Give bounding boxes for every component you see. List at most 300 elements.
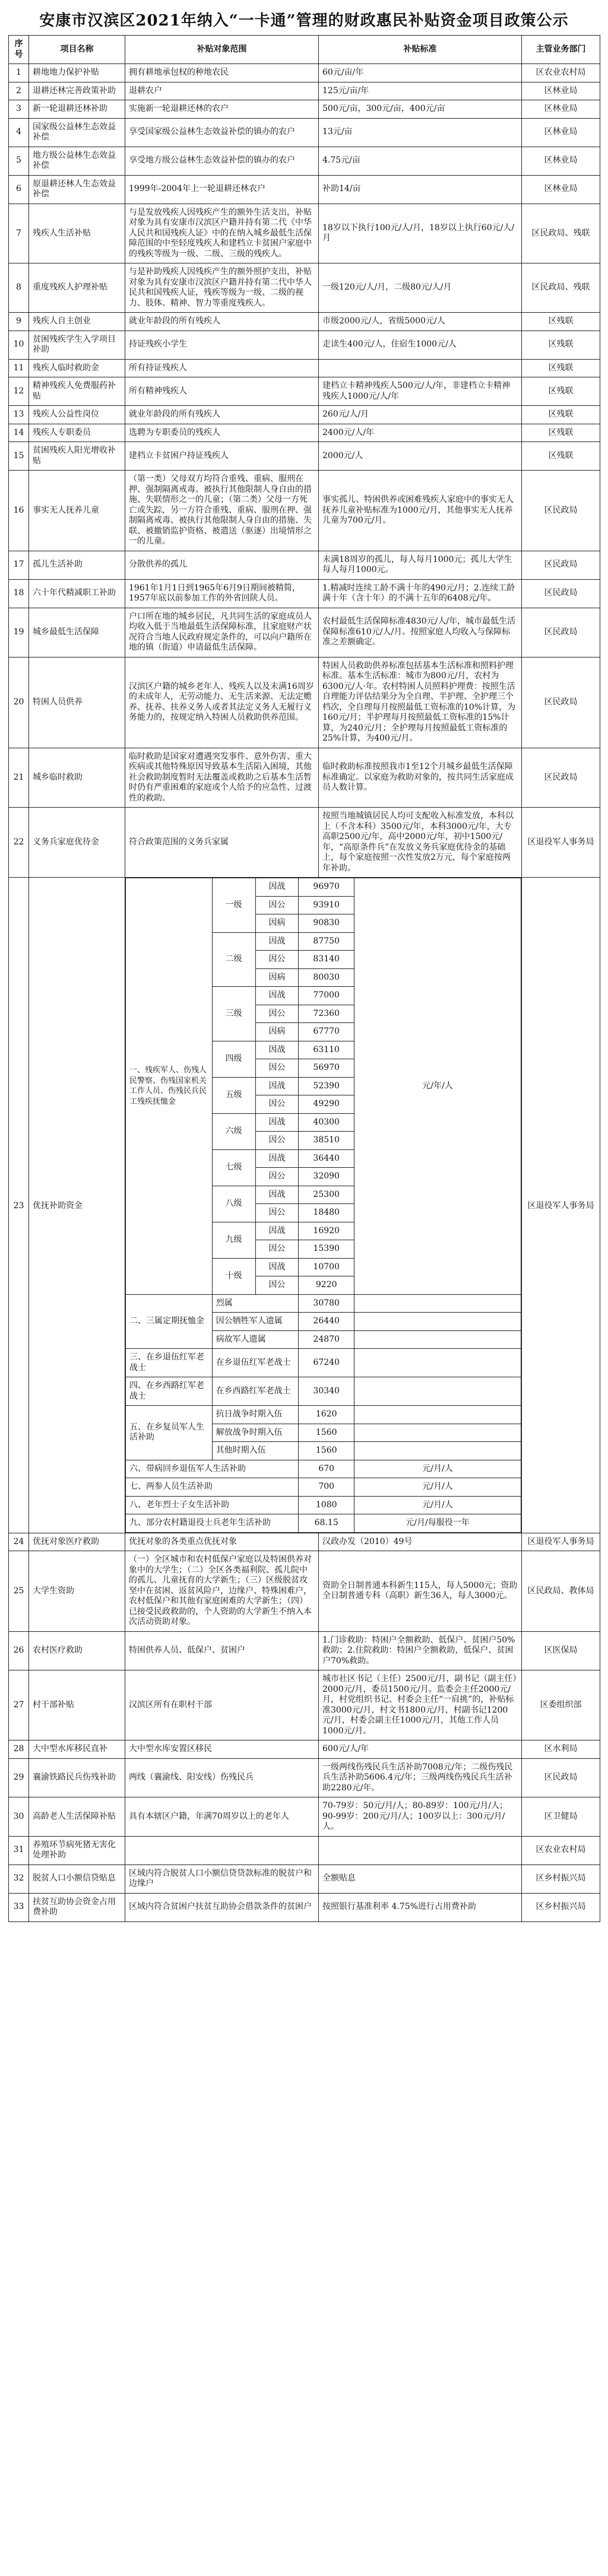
cause-label: 其他时期入伍 [212, 1442, 299, 1460]
unit-spacer [354, 1349, 521, 1377]
unit-spacer [354, 1424, 521, 1442]
table-row [9, 1864, 600, 1893]
table-row [9, 748, 600, 808]
project-name: 特困人员供养 [29, 657, 125, 748]
row-number: 18 [9, 579, 29, 608]
table-row [9, 406, 600, 424]
project-name: 襄渝铁路民兵伤残补助 [29, 1758, 125, 1797]
row-number: 15 [9, 442, 29, 471]
cause-label: 因病 [255, 1023, 299, 1041]
standard-cell [319, 1836, 522, 1864]
department-cell: 区残联 [522, 442, 600, 471]
row-number: 16 [9, 471, 29, 551]
table-row [9, 263, 600, 313]
project-name: 城乡最低生活保障 [29, 608, 125, 657]
unit-label: 元/年/人 [354, 878, 521, 1295]
project-name: 残疾人公益性岗位 [29, 406, 125, 424]
department-cell: 区退役军人事务局 [522, 878, 600, 1533]
amount-value: 52390 [299, 1077, 354, 1095]
row-number: 9 [9, 313, 29, 331]
cause-label: 因公 [255, 1132, 299, 1150]
table-row [9, 64, 600, 82]
row-number: 11 [9, 359, 29, 377]
standard-cell: 600元/人/年 [319, 1740, 522, 1759]
scope-cell: 特困供养人员、低保户、贫困户 [125, 1631, 319, 1670]
subsidy-row [126, 1406, 521, 1424]
table-row [9, 1758, 600, 1797]
project-name: 国家级公益林生态效益补偿 [29, 118, 125, 147]
row-number: 8 [9, 263, 29, 313]
header-scope: 补贴对象范围 [125, 36, 319, 64]
scope-cell: 退耕农户 [125, 82, 319, 100]
unit-spacer [354, 1442, 521, 1460]
scope-cell: 1999年-2004年上一轮退耕还林农户 [125, 175, 319, 204]
cause-label: 因公 [255, 1240, 299, 1259]
standard-cell: 260元/人/月 [319, 406, 522, 424]
row-number: 32 [9, 1864, 29, 1893]
subsidy-row [126, 878, 521, 897]
standard-cell: 补助14/亩 [319, 175, 522, 204]
scope-cell: 实施新一轮退耕还林的农户 [125, 100, 319, 119]
amount-value: 15390 [299, 1240, 354, 1259]
level-label: 八级 [212, 1186, 255, 1222]
subsidy-row [126, 1349, 521, 1377]
scope-cell: 持证残疾小学生 [125, 331, 319, 359]
department-cell: 区林业局 [522, 175, 600, 204]
table-row [9, 1533, 600, 1551]
table-row [9, 471, 600, 551]
standard-cell: 一级两线伤残民兵生活补助7008元/年；二级伤残民兵生活补助5606.4元/年；三级两线伤残民兵生活补助2280元/年。 [319, 1758, 522, 1797]
scope-cell: 符合政策范围的义务兵家属 [125, 808, 319, 878]
cause-label: 在乡西路红军老战士 [212, 1377, 299, 1406]
page-title: 安康市汉滨区2021年纳入“一卡通”管理的财政惠民补贴资金项目政策公示 [39, 12, 569, 30]
table-row [9, 1670, 600, 1740]
table-row [9, 424, 600, 442]
header-no: 序号 [9, 36, 29, 64]
standard-cell: 70-79岁：50元/月/人；80-89岁：100元/月/人；90-99岁：200元/月/人；100岁以上：300元/月/人。 [319, 1797, 522, 1837]
amount-value: 63110 [299, 1041, 354, 1059]
cause-label: 在乡退伍红军老战士 [212, 1349, 299, 1377]
department-cell: 区医保局 [522, 1631, 600, 1670]
subsidy-row [126, 1478, 521, 1497]
cause-label: 抗日战争时期入伍 [212, 1406, 299, 1424]
department-cell: 区民政局、残联 [522, 263, 600, 313]
project-name: 大学生资助 [29, 1551, 125, 1632]
project-name: 残疾人自主创业 [29, 313, 125, 331]
project-name: 孤儿生活补助 [29, 551, 125, 579]
cause-label: 烈属 [212, 1294, 299, 1313]
department-cell: 区退役军人事务局 [522, 808, 600, 878]
amount-value: 56970 [299, 1059, 354, 1078]
table-row [9, 359, 600, 377]
amount-value: 18480 [299, 1204, 354, 1222]
cause-label: 因公 [255, 1168, 299, 1186]
standard-cell: 2000元/人 [319, 442, 522, 471]
project-name: 贫困残疾人阳光增收补贴 [29, 442, 125, 471]
standard-cell: 4.75元/亩 [319, 147, 522, 175]
amount-value: 90830 [299, 914, 354, 933]
cause-label: 因战 [255, 1222, 299, 1240]
standard-cell: 走读生400元/人，住宿生1000元/人 [319, 331, 522, 359]
scope-cell: 优抚对象的各类重点优抚对象 [125, 1533, 319, 1551]
standard-cell: 城市社区书记（主任）2500元/月，副书记（副主任）2000元/月，委员1500元/月。监委会主任2000元/月，村党组织书记、村委会主任“一肩挑”的，补贴标准3000元/月，村文书1800元/月，村副书记1200元/月，村委会副主任1000元/月，其他工作人员1000元/月。 [319, 1670, 522, 1740]
project-name: 残疾人生活补贴 [29, 204, 125, 263]
table-row [9, 118, 600, 147]
category-label: 八、老年烈士子女生活补助 [126, 1496, 299, 1514]
amount-value: 10700 [299, 1258, 354, 1276]
standard-cell: 按照银行基准利率 4.75%进行占用费补助 [319, 1893, 522, 1921]
level-label: 一级 [212, 878, 255, 933]
table-row [9, 1797, 600, 1837]
scope-cell: 选聘为专职委员的残疾人 [125, 424, 319, 442]
table-row [9, 1836, 600, 1864]
amount-value: 700 [299, 1478, 354, 1497]
project-name: 脱贫人口小额信贷贴息 [29, 1864, 125, 1893]
table-row [9, 1631, 600, 1670]
project-name: 耕地地力保护补贴 [29, 64, 125, 82]
table-body [9, 64, 600, 1922]
scope-cell: 两线（襄渝线、阳安线）伤残民兵 [125, 1758, 319, 1797]
row-number: 33 [9, 1893, 29, 1921]
department-cell: 区残联 [522, 313, 600, 331]
amount-value: 40300 [299, 1113, 354, 1132]
cause-label: 因战 [255, 1149, 299, 1168]
department-cell: 区民政局 [522, 579, 600, 608]
unit-spacer [354, 1294, 521, 1313]
amount-value: 1560 [299, 1424, 354, 1442]
amount-value: 9220 [299, 1276, 354, 1295]
amount-value: 80030 [299, 968, 354, 987]
department-cell: 区乡村振兴局 [522, 1893, 600, 1921]
policy-table [8, 35, 600, 1922]
department-cell: 区民政局、教体局 [522, 1551, 600, 1632]
department-cell: 区农业农村局 [522, 64, 600, 82]
standard-cell: 500元/亩，300元/亩，400元/亩 [319, 100, 522, 119]
cause-label: 解放战争时期入伍 [212, 1424, 299, 1442]
department-cell: 区民政局 [522, 748, 600, 808]
row-number: 3 [9, 100, 29, 119]
scope-cell: 汉滨区户籍的城乡老年人、残疾人以及未满16周岁的未成年人，无劳动能力、无生活来源、无法定赡养、抚养、扶养义务人或者其法定义务人无履行义务能力的，按规定纳入特困人员救助供养范围。 [125, 657, 319, 748]
project-name: 精神残疾人免费服药补贴 [29, 377, 125, 406]
row-number: 13 [9, 406, 29, 424]
table-row [9, 1893, 600, 1921]
amount-value: 1080 [299, 1496, 354, 1514]
amount-value: 16920 [299, 1222, 354, 1240]
department-cell: 区卫健局 [522, 1797, 600, 1837]
cause-label: 因公 [255, 1059, 299, 1078]
scope-cell: 享受国家级公益林生态效益补偿的镇办的农户 [125, 118, 319, 147]
project-name: 养殖环节病死猪无害化处理补助 [29, 1836, 125, 1864]
cause-label: 因战 [255, 932, 299, 951]
table-row [9, 551, 600, 579]
header-dept: 主管业务部门 [522, 36, 600, 64]
row-number: 1 [9, 64, 29, 82]
project-name: 农村医疗救助 [29, 1631, 125, 1670]
amount-value: 77000 [299, 987, 354, 1005]
category-label: 一、残疾军人、伤残人民警察、伤残国家机关工作人员、伤残民兵民工残疾抚恤金 [126, 878, 213, 1295]
standard-cell: 汉政办发（2010）49号 [319, 1533, 522, 1551]
standard-cell: 1.门诊救助：特困户全额救助、低保户、贫困户50%救助；2.住院救助：特困户全额救助，低保户、贫困户70%救助。 [319, 1631, 522, 1670]
subsidy-row [126, 1377, 521, 1406]
level-label: 二级 [212, 932, 255, 987]
project-name: 城乡临时救助 [29, 748, 125, 808]
cause-label: 因公 [255, 1095, 299, 1114]
table-row [9, 579, 600, 608]
standard-cell: 农村最低生活保障标准4830元/人/年，城市最低生活保障标准610元/人/月。按照家庭人均收入与保障标准之差额确定。 [319, 608, 522, 657]
row-number: 7 [9, 204, 29, 263]
table-row [9, 331, 600, 359]
standard-cell: 18岁以下执行100元/人/月，18岁以上执行60元/人/月 [319, 204, 522, 263]
department-cell: 区民政局 [522, 608, 600, 657]
category-label: 七、两参人员生活补助 [126, 1478, 299, 1497]
scope-cell: 所有持证残疾人 [125, 359, 319, 377]
standard-cell: 60元/亩/年 [319, 64, 522, 82]
project-name: 残疾人专职委员 [29, 424, 125, 442]
unit-label: 元/月/每服役一年 [354, 1514, 521, 1533]
cause-label: 因战 [255, 1186, 299, 1204]
category-label: 九、部分农村籍退役士兵老年生活补助 [126, 1514, 299, 1533]
table-row [9, 313, 600, 331]
amount-value: 1560 [299, 1442, 354, 1460]
level-label: 三级 [212, 987, 255, 1041]
amount-value: 30340 [299, 1377, 354, 1406]
scope-cell: 临时救助是国家对遭遇突发事件、意外伤害、重大疾病或其他特殊原因导致基本生活陷入困境，其他社会救助制度暂时无法覆盖或救助之后基本生活暂时仍有严重困难的家庭或个人给予的应急性、过渡性的救助。 [125, 748, 319, 808]
cause-label: 病故军人遗属 [212, 1330, 299, 1349]
project-name: 退耕还林完善政策补助 [29, 82, 125, 100]
project-name: 重度残疾人护理补贴 [29, 263, 125, 313]
level-label: 五级 [212, 1077, 255, 1113]
amount-value: 36440 [299, 1149, 354, 1168]
amount-value: 93910 [299, 896, 354, 914]
scope-cell: 拥有耕地承包权的种地农民 [125, 64, 319, 82]
table-row [9, 657, 600, 748]
row-number: 12 [9, 377, 29, 406]
amount-value: 96970 [299, 878, 354, 897]
row-number: 2 [9, 82, 29, 100]
table-row [9, 100, 600, 119]
row-number: 4 [9, 118, 29, 147]
standard-cell: 13元/亩 [319, 118, 522, 147]
table-row [9, 808, 600, 878]
subsidy-row [126, 1294, 521, 1313]
department-cell: 区残联 [522, 377, 600, 406]
scope-cell: 户口所在地的城乡居民，凡共同生活的家庭成员人均收入低于当地最低生活保障标准，且家庭财产状况符合当地人民政府规定条件的，可以向户籍所在地的镇（街道）申请最低生活保障。 [125, 608, 319, 657]
project-name: 事实无人抚养儿童 [29, 471, 125, 551]
standard-cell: 按照当地城镇居民人均可支配收入标准发放，本科以上（不含本科）3500元/年，本科3000元/年，大专高职2500元/年，高中2000元/年，初中1500元/年，“高原条件兵”在发放义务兵家庭优待金的基础上，每个家庭按照一次性发放2万元，每个家庭按两年补助。 [319, 808, 522, 878]
amount-value: 87750 [299, 932, 354, 951]
project-name: 六十年代精减职工补助 [29, 579, 125, 608]
amount-value: 26440 [299, 1313, 354, 1331]
standard-cell: 一级120元/人/月，二级80元/人/月 [319, 263, 522, 313]
project-name: 义务兵家庭优待金 [29, 808, 125, 878]
standard-cell: 未满18周岁的孤儿，每人每月1000元；孤儿大学生每人每月1000元。 [319, 551, 522, 579]
department-cell: 区委组织部 [522, 1670, 600, 1740]
standard-cell: 临时救助标准按照我市1至12个月城乡最低生活保障标准确定。以家庭为救助对象的，按共同生活家庭成员人数计算。 [319, 748, 522, 808]
table-row [9, 608, 600, 657]
cause-label: 因公 [255, 1276, 299, 1295]
scope-cell: 所有精神残疾人 [125, 377, 319, 406]
category-label: 三、在乡退伍红军老战士 [126, 1349, 213, 1377]
row-number: 29 [9, 1758, 29, 1797]
department-cell: 区民政局 [522, 657, 600, 748]
category-label: 六、带病回乡退伍军人生活补助 [126, 1460, 299, 1478]
standard-cell: 建档立卡精神残疾人500元/人/年，非建档立卡精神残疾人1000元/人/年 [319, 377, 522, 406]
level-label: 七级 [212, 1149, 255, 1186]
row-23-inner-table [125, 878, 521, 1533]
cause-label: 因病 [255, 914, 299, 933]
scope-cell: （一）全区城市和农村低保户家庭以及特困供养对象中的大学生；（二）全区各类福利院、孤儿院中的孤儿、儿童抚育的大学新生；（三）区级脱贫攻坚中在贫困、返贫风险户，边缘户、特殊困难户，农村低保户和其他有家庭困难的大学新生；（四）已接受民政救助的，个人资助的大学新生不纳入本次活动资助对象。 [125, 1551, 319, 1632]
scope-cell: 与是补助残疾人因残疾产生的额外照护支出，补贴对象为具有安康市汉滨区户籍并持有第二代中华人民共和国残疾人证，残疾等级为一级、二级的视力、肢体、精神、智力等重度残疾人。 [125, 263, 319, 313]
cause-label: 因战 [255, 878, 299, 897]
amount-value: 83140 [299, 951, 354, 969]
row-number: 28 [9, 1740, 29, 1759]
standard-cell [319, 359, 522, 377]
amount-value: 49290 [299, 1095, 354, 1114]
cause-label: 因公 [255, 896, 299, 914]
standard-cell: 事实孤儿、特困供养或困难残疾人家庭中的事实无人抚养儿童补贴标准为1000元/月，其他事实无人抚养儿童为700元/月。 [319, 471, 522, 551]
subsidy-row [126, 1460, 521, 1478]
unit-label: 元/月/人 [354, 1496, 521, 1514]
category-label: 四、在乡西路红军老战士 [126, 1377, 213, 1406]
project-name: 优抚对象医疗救助 [29, 1533, 125, 1551]
amount-value: 24870 [299, 1330, 354, 1349]
department-cell: 区残联 [522, 331, 600, 359]
table-row [9, 175, 600, 204]
project-name: 大中型水库移民直补 [29, 1740, 125, 1759]
category-label: 五、在乡复员军人生活补助 [126, 1406, 213, 1460]
project-name: 残疾人临时救助金 [29, 359, 125, 377]
level-label: 四级 [212, 1041, 255, 1077]
row-number: 20 [9, 657, 29, 748]
amount-value: 67240 [299, 1349, 354, 1377]
row-number: 24 [9, 1533, 29, 1551]
department-cell: 区民政局 [522, 471, 600, 551]
unit-label: 元/月/人 [354, 1478, 521, 1497]
cause-label: 因病 [255, 968, 299, 987]
row-number: 21 [9, 748, 29, 808]
row-number: 22 [9, 808, 29, 878]
standard-cell: 125元/亩/年 [319, 82, 522, 100]
scope-cell: 区域内符合脱贫人口小额信贷贷款标准的脱贫户和边缘户 [125, 1864, 319, 1893]
level-label: 六级 [212, 1113, 255, 1149]
amount-value: 67770 [299, 1023, 354, 1041]
department-cell: 区民政局 [522, 1758, 600, 1797]
table-row [9, 82, 600, 100]
project-name: 地方级公益林生态效益补偿 [29, 147, 125, 175]
department-cell: 区乡村振兴局 [522, 1864, 600, 1893]
unit-spacer [354, 1406, 521, 1424]
row-number: 25 [9, 1551, 29, 1632]
department-cell: 区退役军人事务局 [522, 1533, 600, 1551]
row-number: 30 [9, 1797, 29, 1837]
scope-cell: 就业年龄段的所有残疾人 [125, 313, 319, 331]
department-cell: 区残联 [522, 359, 600, 377]
header-project: 项目名称 [29, 36, 125, 64]
table-row [9, 1740, 600, 1759]
project-name: 贫困残疾学生入学项目补助 [29, 331, 125, 359]
row-number: 31 [9, 1836, 29, 1864]
row-number: 10 [9, 331, 29, 359]
cause-label: 因战 [255, 1258, 299, 1276]
header-standard: 补贴标准 [319, 36, 522, 64]
row-number: 6 [9, 175, 29, 204]
scope-cell: 大中型水库安置区移民 [125, 1740, 319, 1759]
scope-cell: 享受地方级公益林生态效益补偿的镇办的农户 [125, 147, 319, 175]
table-row-23 [9, 878, 600, 1533]
cause-label: 因公 [255, 1204, 299, 1222]
cause-label: 因公 [255, 951, 299, 969]
row-number: 27 [9, 1670, 29, 1740]
row-number: 23 [9, 878, 29, 1533]
department-cell: 区残联 [522, 424, 600, 442]
amount-value: 1620 [299, 1406, 354, 1424]
table-row [9, 147, 600, 175]
table-header-row [9, 36, 600, 64]
row-number: 26 [9, 1631, 29, 1670]
project-name: 新一轮退耕还林补助 [29, 100, 125, 119]
scope-cell: 汉滨区所有在职村干部 [125, 1670, 319, 1740]
category-label: 二、三属定期抚恤金 [126, 1294, 213, 1349]
cause-label: 因战 [255, 1041, 299, 1059]
amount-value: 25300 [299, 1186, 354, 1204]
department-cell: 区林业局 [522, 82, 600, 100]
project-name: 村干部补贴 [29, 1670, 125, 1740]
cause-label: 因战 [255, 1113, 299, 1132]
scope-cell [125, 1836, 319, 1864]
scope-cell: 区域内符合贫困户扶贫互助协会借款条件的贫困户 [125, 1893, 319, 1921]
department-cell: 区水利局 [522, 1740, 600, 1759]
project-name: 原退耕还林人生态效益补偿 [29, 175, 125, 204]
table-row [9, 204, 600, 263]
project-name: 高龄老人生活保障补贴 [29, 1797, 125, 1837]
standard-cell: 全额贴息 [319, 1864, 522, 1893]
scope-cell: 建档立卡贫困户持证残疾人 [125, 442, 319, 471]
scope-cell: 与是发放残疾人因残疾产生的额外生活支出，补贴对象为具有安康市汉滨区户籍并持有第二代《中华人民共和国残疾人证》中的在纳入城乡最低生活保障范围的中至轻度残疾人和建档立卡贫困户家庭中的残疾等级为一级、二级、三级的残疾人。 [125, 204, 319, 263]
unit-label: 元/月/人 [354, 1460, 521, 1478]
standard-cell: 市级2000元/人，省级5000元/人 [319, 313, 522, 331]
subsidy-row [126, 1514, 521, 1533]
cause-label: 因公 [255, 1005, 299, 1023]
department-cell: 区农业农村局 [522, 1836, 600, 1864]
amount-value: 38510 [299, 1132, 354, 1150]
cause-label: 因公牺牲军人遗属 [212, 1313, 299, 1331]
scope-cell: 具有本辖区户籍，年满70周岁以上的老年人 [125, 1797, 319, 1837]
row-number: 17 [9, 551, 29, 579]
amount-value: 68.15 [299, 1514, 354, 1533]
unit-spacer [354, 1313, 521, 1331]
scope-cell: 1961年1月1日到1965年6月9日期间被精简，1957年底以前参加工作的外省回陕人员。 [125, 579, 319, 608]
row-number: 19 [9, 608, 29, 657]
table-row [9, 377, 600, 406]
level-label: 九级 [212, 1222, 255, 1258]
department-cell: 区民政局 [522, 551, 600, 579]
project-name: 优抚补助资金 [29, 878, 125, 1533]
scope-cell: 就业年龄段的所有残疾人 [125, 406, 319, 424]
level-label: 十级 [212, 1258, 255, 1294]
amount-value: 72360 [299, 1005, 354, 1023]
subsidy-row [126, 1496, 521, 1514]
scope-cell: （第一类）父母双方均符合重残、重病、服刑在押、强制隔离戒毒、被执行其他限制人身自由的措施、失联情形之一的儿童；（第二类）父母一方死亡或失踪，另一方符合重残、重病、服刑在押、强制隔离戒毒、被执行其他限制人身自由的措施、失联、被撤销监护资格、被遣送（驱逐）出境情形之一的儿童。 [125, 471, 319, 551]
unit-spacer [354, 1377, 521, 1406]
department-cell: 区林业局 [522, 147, 600, 175]
row-number: 14 [9, 424, 29, 442]
department-cell: 区民政局、残联 [522, 204, 600, 263]
table-row [9, 442, 600, 471]
standard-cell: 2400元/人/年 [319, 424, 522, 442]
standard-cell: 特困人员救助供养标准包括基本生活标准和照料护理标准。基本生活标准：城市为800元/月，农村为6300元/人·年。农村特困人员照料护理费：按照生活自理能力评估结果分为全自理、半护理、全护理三个档次，全自理每月按照最低工资标准的10%计算，为160元/月；半护理每月按照最低工资标准的15%计算，为240元/月；全护理每月按照最低工资标准的25%计算，为400元/月。 [319, 657, 522, 748]
table-row [9, 1551, 600, 1632]
amount-value: 30780 [299, 1294, 354, 1313]
